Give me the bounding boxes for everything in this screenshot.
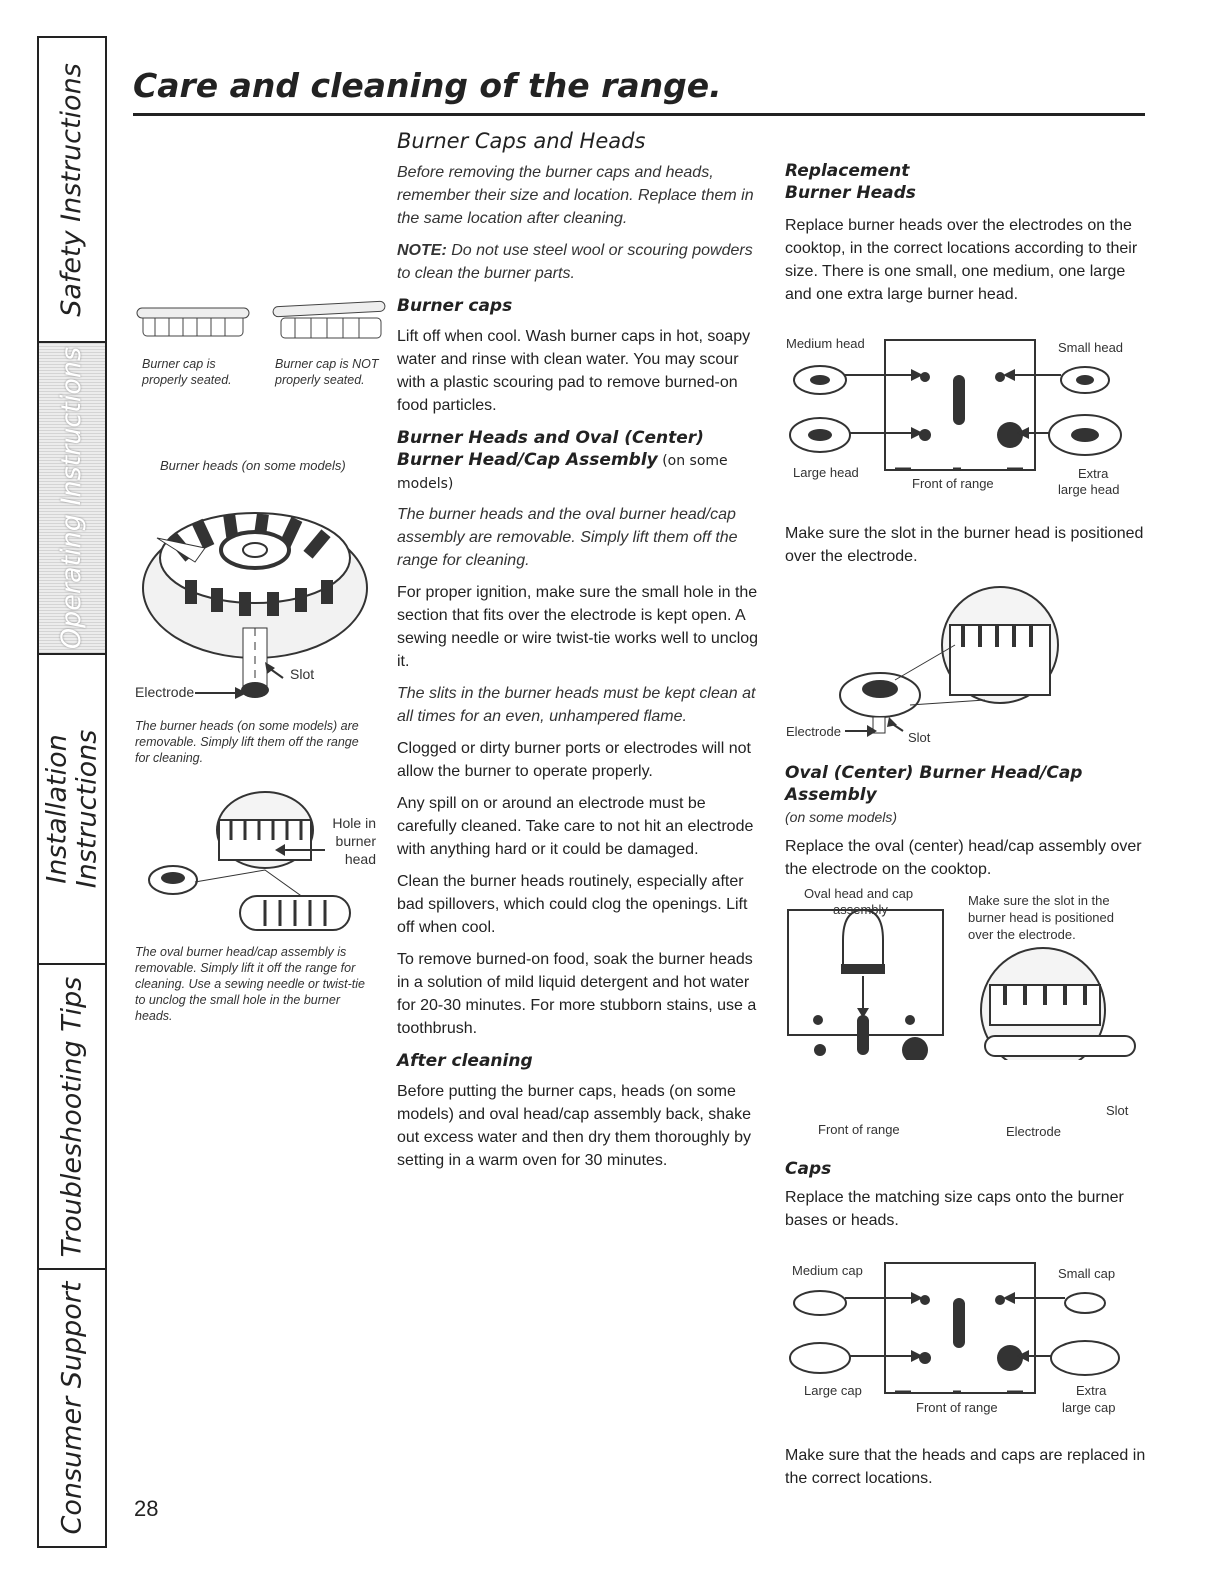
right-column	[785, 160, 1145, 315]
slot-label: Slot	[290, 666, 315, 682]
slot-position-text: Make sure the slot in the burner head is positioned over the electrode.	[785, 525, 1144, 565]
burner-cap-figures	[135, 296, 390, 356]
oval-section	[785, 762, 1145, 890]
tab-label: Consumer Support	[56, 1281, 87, 1535]
burner-heads-heading-note: (on some models)	[397, 453, 728, 492]
caps-heading: Caps	[785, 1159, 832, 1179]
medium-cap-label: Medium cap	[792, 1263, 863, 1278]
final-note-text: Make sure that the heads and caps are replaced in the correct locations.	[785, 1447, 1146, 1487]
oval-head-caption: The oval burner head/cap assembly is removable. Simply lift it off the range for cleaning. Use a sewing needle or twist-tie to unclog the small hole in the burner heads.	[135, 945, 365, 1023]
burner-heads-caption: The burner heads (on some models) are removable. Simply lift them off the range for cleaning.	[135, 719, 359, 765]
burner-heads-figure-title: Burner heads (on some models)	[160, 458, 346, 473]
burner-heads-heading	[397, 427, 762, 495]
extra-cap-label: Extra	[1076, 1383, 1107, 1398]
replacement-heading: Replacement	[785, 161, 910, 181]
small-head-label: Small head	[1058, 340, 1124, 355]
note-label: NOTE:	[397, 242, 447, 259]
title-rule	[133, 113, 1145, 116]
burner-heads-subheading: Burner Heads	[785, 183, 916, 203]
burner-head-illustration	[135, 478, 385, 718]
note-text: Do not use steel wool or scouring powders to clean the burner parts.	[397, 242, 753, 282]
oval-text: Replace the oval (center) head/cap assembly over the electrode on the cooktop.	[785, 838, 1142, 878]
front-of-range-label-3: Front of range	[916, 1400, 998, 1415]
page-title: Care and cleaning of the range.	[133, 66, 722, 105]
slot-label-3: Slot	[1106, 1103, 1129, 1118]
caps-layout-diagram	[785, 1258, 1145, 1423]
clean-text: Clean the burner heads routinely, especially after bad spillovers, which could clog the openings. Lift off when cool.	[397, 873, 748, 936]
tab-troubleshooting-tips[interactable]	[39, 965, 105, 1270]
cap-not-seated-caption: Burner cap is NOT properly seated.	[275, 357, 379, 387]
burner-heads-heading-text: Burner Heads and Oval (Center) Burner Head/Cap Assembly	[397, 428, 704, 470]
tab-label: Safety Instructions	[56, 62, 87, 317]
caps-section	[785, 1158, 1145, 1241]
soak-text: To remove burned-on food, soak the burner heads in a solution of mild liquid detergent and hot water for 20-30 minutes. For more stubborn stains, use a toothbrush.	[397, 951, 757, 1037]
intro-text: Before removing the burner caps and heads, remember their size and location. Replace them in the same location after cleaning.	[397, 164, 754, 227]
burner-caps-heads-heading: Burner Caps and Heads	[397, 129, 646, 153]
ignition-text: For proper ignition, make sure the small hole in the section that fits over the electrode is kept open. A sewing needle or wire twist-tie works well to unclog it.	[397, 584, 759, 670]
tab-safety-instructions[interactable]	[39, 38, 105, 343]
oval-assembly-label: assembly	[833, 902, 888, 917]
unseated-cap-illustration	[273, 301, 385, 338]
slits-text: The slits in the burner heads must be kept clean at all times for an even, unhampered flame.	[397, 685, 756, 725]
large-head-label: Large head	[793, 465, 859, 480]
tab-operating-instructions[interactable]	[39, 343, 105, 655]
tab-label: Operating Instructions	[56, 346, 87, 650]
make-sure-label-1: Make sure the slot in the	[968, 893, 1110, 908]
make-sure-label-3: over the electrode.	[968, 927, 1076, 942]
hole-in-burner-head-label: Hole in burner head	[332, 815, 376, 867]
page-number: 28	[134, 1496, 159, 1521]
tab-label: Troubleshooting Tips	[56, 976, 87, 1257]
slot-label-2: Slot	[908, 730, 931, 745]
after-cleaning-text: Before putting the burner caps, heads (on some models) and oval head/cap assembly back, shake out excess water and then dry them thoroughly by setting in a warm oven for 30 minutes.	[397, 1083, 751, 1169]
front-of-range-label: Front of range	[912, 476, 994, 491]
seated-cap-illustration	[137, 308, 249, 336]
electrode-label: Electrode	[135, 684, 195, 700]
burner-caps-text: Lift off when cool. Wash burner caps in hot, soapy water and rinse with clean water. You may scour with a plastic scouring pad to remove burned-on food particles.	[397, 328, 751, 414]
note-paragraph	[397, 239, 762, 285]
electrode-label-3: Electrode	[1006, 1124, 1061, 1139]
extra-label: Extra	[1078, 466, 1109, 481]
extra-large-cap-label: large cap	[1062, 1400, 1116, 1415]
large-cap-label: Large cap	[804, 1383, 862, 1398]
middle-column	[397, 130, 762, 1181]
replacement-text: Replace burner heads over the electrodes on the cooktop, in the correct locations according to their size. There is one small, one medium, one large and one extra large burner head.	[785, 217, 1138, 303]
slot-position-text-block	[785, 522, 1145, 577]
tab-label: Installation Instructions	[41, 729, 103, 889]
tab-consumer-support[interactable]	[39, 1270, 105, 1546]
spill-text: Any spill on or around an electrode must be carefully cleaned. Take care to not hit an electrode with anything hard or it could be damaged.	[397, 795, 754, 858]
burner-caps-heading: Burner caps	[397, 296, 513, 316]
make-sure-label-2: burner head is positioned	[968, 910, 1114, 925]
tab-installation-instructions[interactable]	[39, 655, 105, 965]
caps-text: Replace the matching size caps onto the burner bases or heads.	[785, 1189, 1124, 1229]
cap-seated-caption: Burner cap is properly seated.	[142, 357, 232, 387]
burner-heads-intro: The burner heads and the oval burner head/cap assembly are removable. Simply lift them off the range for cleaning.	[397, 506, 738, 569]
after-cleaning-heading: After cleaning	[397, 1051, 533, 1071]
final-note-block	[785, 1444, 1150, 1499]
small-cap-label: Small cap	[1058, 1266, 1116, 1281]
front-of-range-label-2: Front of range	[818, 1122, 900, 1137]
electrode-label-2: Electrode	[786, 724, 841, 739]
oval-heading: Oval (Center) Burner Head/Cap Assembly	[785, 763, 1083, 805]
oval-note: (on some models)	[785, 809, 898, 825]
clogged-text: Clogged or dirty burner ports or electrodes will not allow the burner to operate properly.	[397, 740, 751, 780]
medium-head-label: Medium head	[786, 336, 865, 351]
section-tab-bar	[37, 36, 107, 1548]
extra-large-head-label: large head	[1058, 482, 1120, 497]
slot-electrode-illustration	[785, 585, 1145, 745]
oval-head-cap-label: Oval head and cap	[804, 886, 914, 901]
